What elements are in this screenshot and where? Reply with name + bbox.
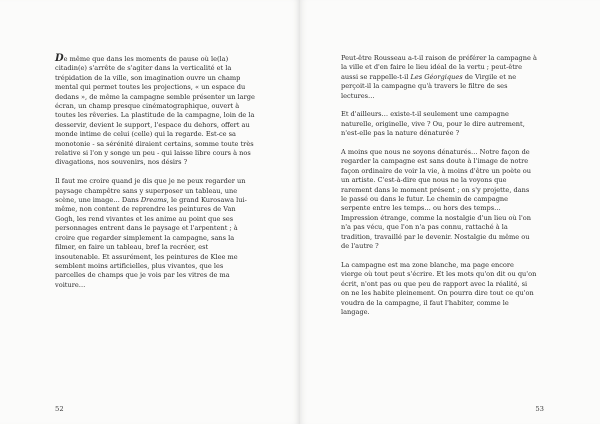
- right-paragraph-2: Et d'ailleurs… existe-t-il seulement une campagne naturelle, originelle, vive ? Ou, pour le dire autrement, n'est-elle pas la nature dénaturée ?: [341, 110, 525, 138]
- left-text-column: [55, 54, 255, 300]
- book-title: Les Géorgiques: [410, 72, 463, 81]
- right-paragraph-1-text-b: de Virgile et ne perçoit-il la campagne qu'à travers le filtre de ses lectures…: [341, 72, 517, 100]
- right-paragraph-1: [341, 54, 537, 101]
- right-page: [300, 0, 600, 424]
- left-paragraph-1-text: e même que dans les moments de pause où le(la) citadin(e) s'arrête de s'agiter dans la verticalité et la trépidation de la ville, son imagination ouvre un champ mental qui permet toutes les projections, « un espace du dedans », de même la campagne semble présenter un large écran, un champ presque cinématographique, ouvert à toutes les rêveries. La plastitude de la campagne, loin de la desservir, devient le support, l'espace du dehors, offert au monde intime de celui (celle) qui la regarde. Est-ce sa monotonie - sa sérénité diraient certains, somme toute très relative si l'on y songe un peu - qui laisse libre cours à nos divagations, nos souvenirs, nos désirs ?: [55, 55, 255, 167]
- left-paragraph-1: [55, 54, 255, 168]
- drop-cap: D: [55, 53, 64, 64]
- left-paragraph-2: [55, 177, 255, 290]
- right-paragraph-4: La campagne est ma zone blanche, ma page encore vierge où tout peut s'écrire. Et les mots qu'on dit ou qu'on écrit, n'ont pas ou que peu de rapport avec la réalité, si on ne les habite pleinement. On pourra dire tout ce qu'on voudra de la campagne, il faut l'habiter, comme le langage.: [341, 260, 537, 316]
- page-number-right: 53: [535, 405, 544, 413]
- right-paragraph-3: A moins que nous ne soyons dénaturés… Notre façon de regarder la campagne est sans doute à l'image de notre façon ordinaire de voir la vie, à moins d'être un poète ou un artiste. C'est-à-dire que nous ne la voyons que rarement dans le moment présent ; on s'y projette, dans le passé ou dans le futur. Le chemin de campagne serpente entre les temps… ou hors des temps… Impression étrange, comme la nostalgie d'un lieu où l'on n'a pas vécu, que l'on n'a pas connu, rattaché à la tradition, travaillé par le devenir. Nostalgie du même ou de l'autre ?: [341, 148, 531, 251]
- page-number-left: 52: [55, 405, 64, 413]
- right-text-column: [341, 54, 537, 327]
- right-paragraph-1-text-a: Peut-être Rousseau a-t-il raison de préférer la campagne à la ville et d'en faire le lieu idéal de la vertu ; peut-être aussi se rappelle-t-il: [341, 54, 537, 81]
- left-paragraph-2-text-a: Il faut me croire quand je dis que je ne peux regarder un paysage champêtre sans y superposer un tableau, une scène, une image… Dans: [55, 177, 246, 205]
- film-title: Dreams: [140, 196, 167, 205]
- left-paragraph-2-text-b: , le grand Kurosawa lui-même, non content de reprendre les peintures de Van Gogh, les rend vivantes et les anime au point que ses personnages entrent dans le paysage et l'arpentent ; à croire que regarder simplement la campagne, sans la filmer, en faire un tableau, bref la recréer, est insoutenable. Et assurément, les peintures de Klee me semblent moins artificielles, plus vivantes, que les parcelles de champs que je vois par les vitres de ma voiture…: [55, 196, 247, 289]
